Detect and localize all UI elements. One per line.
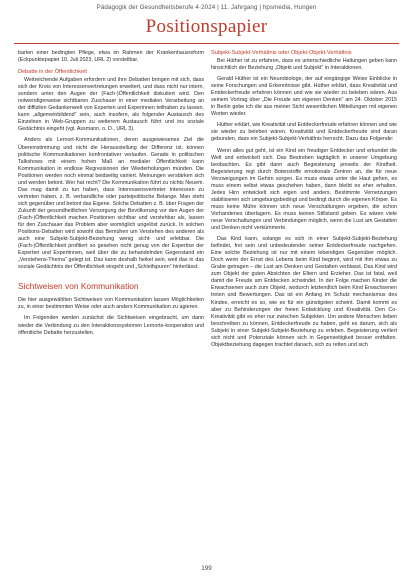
paragraph: Die hier ausgewählten Sichtweisen von Kommunikation lassen Möglichkeiten zu, in einer bestimmten Weise oder auch anders Kommunikation zu agieren. — [18, 297, 204, 311]
subheading: Debatte in der Öffentlichkeit — [18, 69, 87, 76]
paragraph: Im Folgenden werden zunächst die Sichtweisen eingebracht, um dann wieder die Verbindung zu den Interaktionssystemen Lernorte-kooperation und öffentliche Debatte herzustellen. — [18, 315, 204, 336]
right-column — [211, 50, 397, 353]
paragraph: Das Kind kann, solange es sich in einer Subjekt-Subjekt-Beziehung befindet, frei sein und unbedeutender seiner Entdeckerfreude nachgehen. Eine solche Beziehung ist nur mit einem lebendigen Gegenüber möglich. Doch wenn der Ernst des Lebens beim Kind beginnt, wird mit ihm etwas zu Grabe getragen – die Lust am Denken und Gestalten verblasst. Das Kind wird zum Objekt der guten Absichten der Eltern und Erzieher. Das ist fatal, weil damit die Freude am Entdecken schwindet. In der Folge machen Kinder die Erwachsenen auch zum Objekt, wodurch letztendlich beim Kind Erwachsenen treten und Bewertungen. Das ist ein Anfang im Schutz mechanismus des Kindes, erreicht es so, wie es für ein günstigsten scheint. Damit kommt es aber zu Behinderungen der freien Entwicklung und Kreativität. Den Co-Kreativität gibt es eher nur zwischen Subjekten. Um andere Menschen lieben beschreiben zu können, Entdeckerfreude zu haben, geht es darum, sich als Subjekt in einer Subjekt-Subjekt-Beziehung zu erleben. Begeisterung verliert sich nicht und Potenziale können sich in Gegenseitigkeit besser entfalten. Objektbeziehung dagegen trachtet danach, sich zu retten und sich — [211, 236, 397, 348]
section-title: Positionspapier — [145, 16, 268, 37]
paragraph: Bei Hüther ist zu erfahren, dass es unterschiedliche Haltungen geben kann hinsichtlich der Beziehung „Objekt und Subjekt“ in Interaktionen. — [211, 58, 397, 72]
journal-info: Pädagogik der Gesundheitsberufe 4·2024 | 11. Jahrgang | hpsmedia, Hungen — [96, 4, 317, 11]
header-rule — [14, 43, 399, 44]
subheading: Subjekt-Subjekt-Verhältnis oder Objekt-Objekt-Verhältnis — [211, 50, 352, 56]
page-number: 199 — [201, 565, 212, 572]
paragraph: Weitreichende Aufgaben erfordern und ihre Debatten bringen mit sich, dass sich der Kreis von Interessenvertretungen erweitert, und dass nicht nur intern, sondern unter den Augen der (Fach-)Öffentlichkeit diskutiert wird. Den notwendigerweise sichtbaren Zuschauer in einer medialen Verarbeitung an der diffizilen Gedankenwelt von Experten und Experinnen teilhaben zu lassen, kann „allgemeinbildend“ sein, auch insofern, als folgender Austausch des Einzelnen in Web-Gruppen zu weiterem Austausch führt und ins soziale Gedächtnis eingeht (vgl. Assmann, o. D., URL 3). — [18, 77, 204, 133]
paragraph: Gerald Hüther ist ein Neurobiologe, der auf eingängige Weise Einblicke in seine Forschungen und Erkenntnisse gibt. Hüther erklärt, dass Kreativität und Entdeckerfreude erfahren können und wie sie wieder zu beleben wären. Aus seinem Vortrag über „Die Freude am eigenen Denken“ am 24. Oktober 2015 in Berlin gebe ich die aus meiner Sicht wesentlichen Mitteilungen mit eigenen Worten wieder. — [211, 76, 397, 118]
paragraph: Anders als Lernort-Kommunikationen, deren ausgewiesenes Ziel die Übereinstimmung und nicht die Herausstellung der Differenz ist, können politische Kommunikationen konfrontativer verlaufen. Gerade in politischen Talkshows mit einem hohen Maß an medialer Öffentlichkeit kann Kommunikation in endlose Regressionen der Wiederholungen münden. Die Positionen werden noch einmal beidseitig variiert. Meinungen verstärken sich und werden betont. Wer hat recht? Die Kommunikation führt zu nichts Neuem. Das mag damit zu tun haben, dass Interessensvertreter Interessen zu vertreten haben, z. B. verbandliche oder parteipolitische Belange. Man steht sich gegenüber und betont das Eigene. Solche Debatten z. B. über Fragen der Zukunft der gesundheitlichen Versorgung der Bevölkerung vor den Augen der (Fach-)Öffentlichkeit machen Positionen sichtbar und verstehbar als, lassen für den Zuschauer das Problem aber womöglich ungelöst zurück. In solchen Positions-Debatten wird sowohl das Bemühen um Verstehen des anderen als auch eine Subjekt-Subjekt-Beziehung wenig sicht- und erlebbar. Die (Fach-)Öffentlichkeit profitiert so gesehen nicht genug von der Expertise der Experten und Expertinnen, weil über die zu behandelnden Gegenstand ein „Verstehens-Thema“ gelegt ist. Das kann deshalb heikel sein, weil das in das soziale Gedächtnis der Öffentlichkeit eingeht und „Schleifspuren“ hinterlässt. — [18, 137, 204, 271]
left-column — [18, 50, 204, 341]
page-header — [0, 0, 413, 45]
paragraph: barten einer bedingten Pflege, etwa im Rahmen der Krankenhausreform (Eckpunktepapier 10. Juli 2023, URL 2) vorstellbar. — [18, 50, 204, 64]
paragraph: Wenn alles gut geht, ist ein Kind ein freudiger Entdecker und erkundet die Welt und entwickelt sich. Das Bestreben tagtäglich in unserer Umgebung beobachten. Es gibt dann auch Begeisterung jenseits der Kindheit. Begeisterung regt durch Botenstoffe emotionale Zentren an, die für neue Verzweigungen im Gehirn sorgen. Es muss etwas unter die Haut gehen, es muss einem selbst etwas geschehen haben, dann bleibt es eher erhalten. Jedes Hirn entwickelt sich eigen und anders. Bestimmte Vernetzungen stabilisieren sich umgebungsbedingt und bedingt durch die eigenen Körper. Es muss keine Mühe können sich neue Verschaltungen ergeben, die schon Vorhandenes überlagern. Es muss keinen Stillstand geben. Es wären viele neue Verschaltungen und Verbindungen möglich, wenn die Lust am Gestalten und Denken nicht verkümmerte. — [211, 147, 397, 232]
section-heading: Sichtweisen von Kommunikation — [18, 281, 139, 292]
paragraph: Hüther erklärt, wie Kreativität und Entdeckerfreude erfahren können und wie sie wieder zu beleben wären. Kreativität und Entdeckerfreude sind daran gebunden, dass ein Subjekt-Subjekt-Verhältnis herrscht. Dazu das Folgende: — [211, 122, 398, 143]
